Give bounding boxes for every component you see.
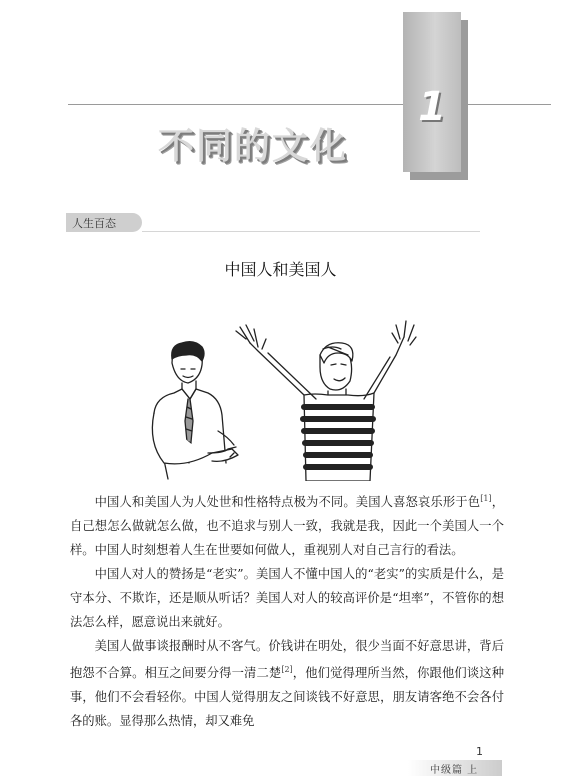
paragraph-text: ，自己想怎么做就怎么做，也不追求与别人一致，我就是我，因此一个美国人一个样。中国人时刻想着人生在世要如何做人，重视别人对自己言行的看法。	[70, 495, 504, 558]
body-text	[70, 487, 504, 733]
chapter-tab	[403, 12, 461, 172]
paragraph-text: 美国人做事谈报酬时从不客气。价钱讲在明处，很少当面不好意思讲，背后抱怨不合算。相互之间要分得一清二楚	[70, 639, 504, 681]
top-rule	[68, 104, 551, 105]
section-rule	[142, 231, 480, 232]
illustration-two-men	[138, 303, 418, 481]
paragraph	[70, 634, 504, 733]
section-tab	[66, 213, 142, 232]
footer-tab	[408, 760, 502, 776]
chapter-number: 1	[418, 84, 446, 130]
chapter-title: 不同的文化	[158, 126, 349, 167]
paragraph	[70, 487, 504, 562]
paragraph-text: ，他们觉得理所当然，你跟他们谈这种事，他们不会看轻你。中国人觉得朋友之间谈钱不好意思，朋友请客绝不会各付各的账。显得那么热情，却又难免	[70, 666, 504, 729]
footnote-ref[interactable]: [2]	[281, 665, 293, 675]
paragraph-text: 中国人对人的赞扬是“老实”。美国人不懂中国人的“老实”的实质是什么，是守本分、不欺诈，还是顺从听话？美国人对人的较高评价是“坦率”，不管你的想法怎么样，愿意说出来就好。	[70, 567, 504, 630]
article-title: 中国人和美国人	[224, 260, 337, 279]
section-label: 人生百态	[72, 217, 116, 230]
footnote-ref[interactable]: [1]	[480, 494, 492, 503]
book-label: 中级篇 上	[430, 765, 479, 776]
chinese-man-figure	[152, 342, 238, 479]
american-man-figure	[236, 321, 416, 481]
paragraph-text: 中国人和美国人为人处世和性格特点极为不同。美国人喜怒哀乐形于色	[94, 495, 481, 510]
paragraph	[70, 562, 504, 634]
page-number: 1	[476, 745, 483, 758]
